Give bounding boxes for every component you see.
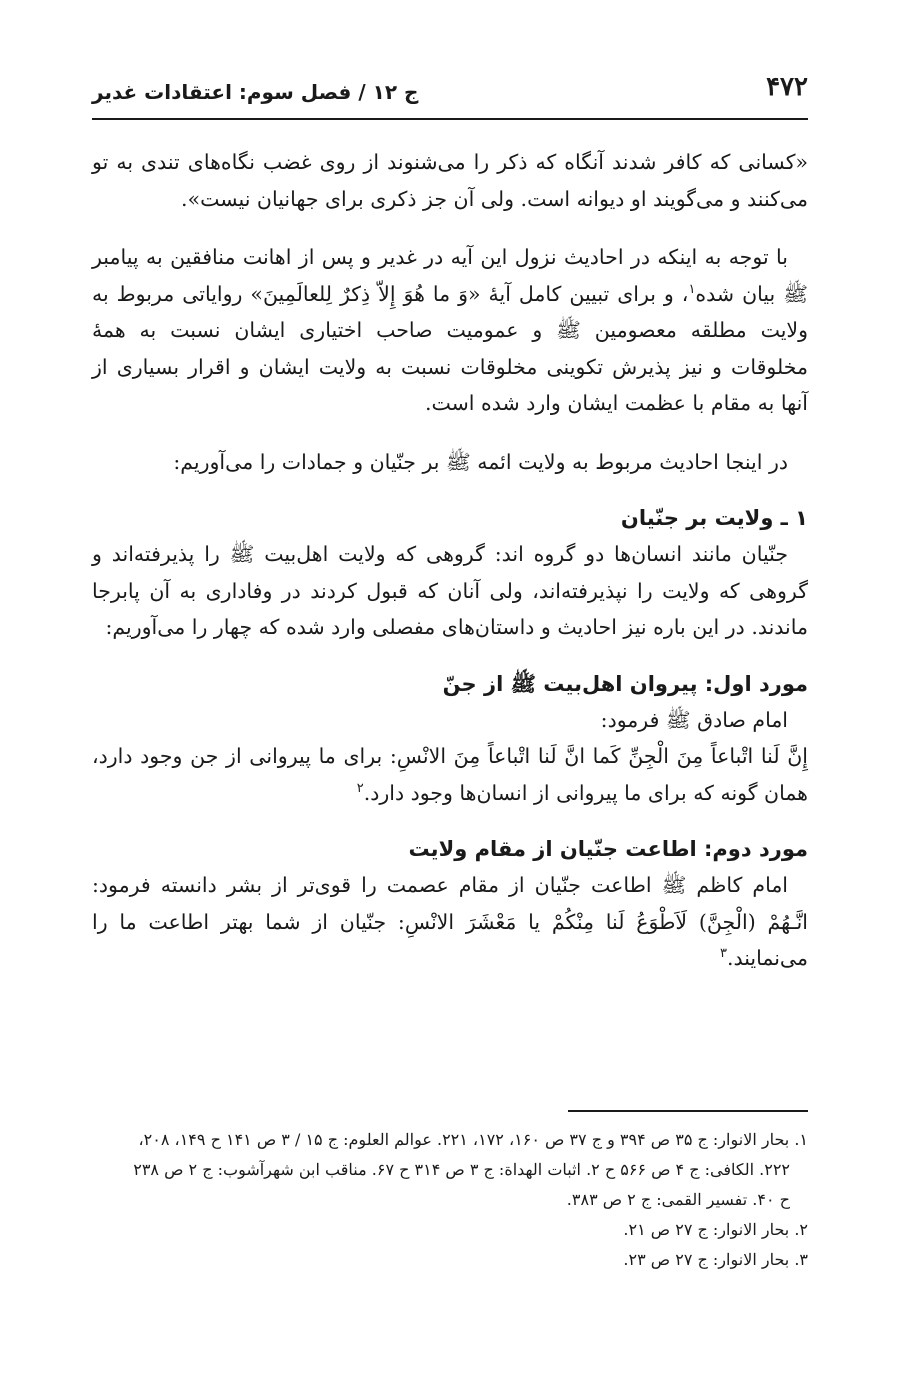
footnote-ref-3[interactable]: ۳ [719,946,727,962]
footnote-ref-1[interactable]: ۱ [688,281,696,297]
footnote-1-line-1: ۱. بحار الانوار: ج ۳۵ ص ۳۹۴ و ج ۳۷ ص ۱۶۰، ۱۷۲، ۲۲۱. عوالم العلوم: ج ۱۵ / ۳ ص ۱۴۱ ح ۱۴۹، ۲۰۸، [138,1130,808,1149]
paragraph-context [92,239,808,422]
page-header [92,66,808,120]
book-page [92,0,808,1390]
hadith-followers-text: إِنَّ لَنا اتْباعاً مِنَ الْجِنِّ کَما انَّ لَنا اتْباعاً مِنَ الانْسِ: برای ما پیروانی از جن وجود دارد، همان گونه که برای ما پیروانی از انسان‌ها وجود دارد. [92,744,808,805]
subheading-case-one: مورد اول: پیروان اهل‌بیت ﷺ از جنّ [442,671,808,696]
paragraph-quote-translation: «کسانی که کافر شدند آنگاه که ذکر را می‌شنوند از روی غضب نگاه‌های تندی به تو می‌کنند و می‌گویند او دیوانه است. ولی آن جز ذکری برای جهانیان نیست». [92,150,808,211]
footnote-divider [568,1110,808,1112]
imam-kazim-text: امام کاظم ﷺ اطاعت جنّیان از مقام عصمت را قوی‌تر از بشر دانسته فرمود: انَّـهُمْ (الْجِنَّ) لَاَطْوَعُ لَنا مِنْکُمْ یا مَعْشَرَ الانْسِ: جنّیان از شما بهتر اطاعت ما را می‌نمایند. [92,873,808,970]
subheading-case-two: مورد دوم: اطاعت جنّیان از مقام ولایت [408,837,808,861]
footnote-1-line-2: ۲۲۲. الکافی: ج ۴ ص ۵۶۶ ح ۲. اثبات الهداة: ج ۳ ص ۳۱۴ ح ۶۷. مناقب ابن شهرآشوب: ج ۲ ص ۲۳۸ [133,1160,790,1179]
paragraph-context-start: با توجه به اینکه در احادیث نزول این آیه در غدیر و پس از اهانت منافقین به پیامبر ﷺ بیان شده [92,245,809,306]
footnote-ref-2[interactable]: ۲ [356,780,364,796]
footnote-2: ۲. بحار الانوار: ج ۲۷ ص ۲۱. [623,1220,808,1239]
footnote-1-line-3: ح ۴۰. تفسیر القمی: ج ۲ ص ۳۸۳. [566,1190,790,1209]
paragraph-intro: در اینجا احادیث مربوط به ولایت ائمه ﷺ بر جنّیان و جمادات را می‌آوریم: [173,449,788,474]
section-heading-jinn-wilayah: ۱ ـ ولایت بر جنّیان [620,506,808,530]
paragraph-imam-sadiq: امام صادق ﷺ فرمود: [600,707,788,732]
paragraph-hadith-followers [92,738,808,811]
paragraph-imam-kazim [92,867,808,977]
footnote-3: ۳. بحار الانوار: ج ۲۷ ص ۲۳. [623,1250,808,1269]
paragraph-jinn-groups: جنّیان مانند انسان‌ها دو گروه اند: گروهی که ولایت اهل‌بیت ﷺ را پذیرفته‌اند و گروهی که ولایت را نپذیرفته‌اند، ولی آنان که قبول کردند در وفاداری به آن پابرجا ماندند. در این باره نیز احادیث و داستان‌های مفصلی وارد شده که چهار را می‌آوریم: [92,542,808,639]
page-number: ۴۷۲ [766,72,808,102]
paragraph-context-end: ، و برای تبیین کامل آیهٔ «وَ ما هُوَ إِلاّ ذِکرٌ لِلعالَمِینَ» روایاتی مربوط به ولایت مطلقه معصومین ﷺ و عمومیت صاحب اختیاری ایشان نسبت به همهٔ مخلوقات و نیز پذیرش تکوینی مخلوقات نسبت به ولایت ایشان و اقرار بسیاری از آنها به مقام با عظمت ایشان وارد شده است. [92,281,808,415]
running-title: ج ۱۲ / فصل سوم: اعتقادات غدیر [92,80,419,104]
footnotes [92,1125,808,1275]
body-text [92,144,808,977]
